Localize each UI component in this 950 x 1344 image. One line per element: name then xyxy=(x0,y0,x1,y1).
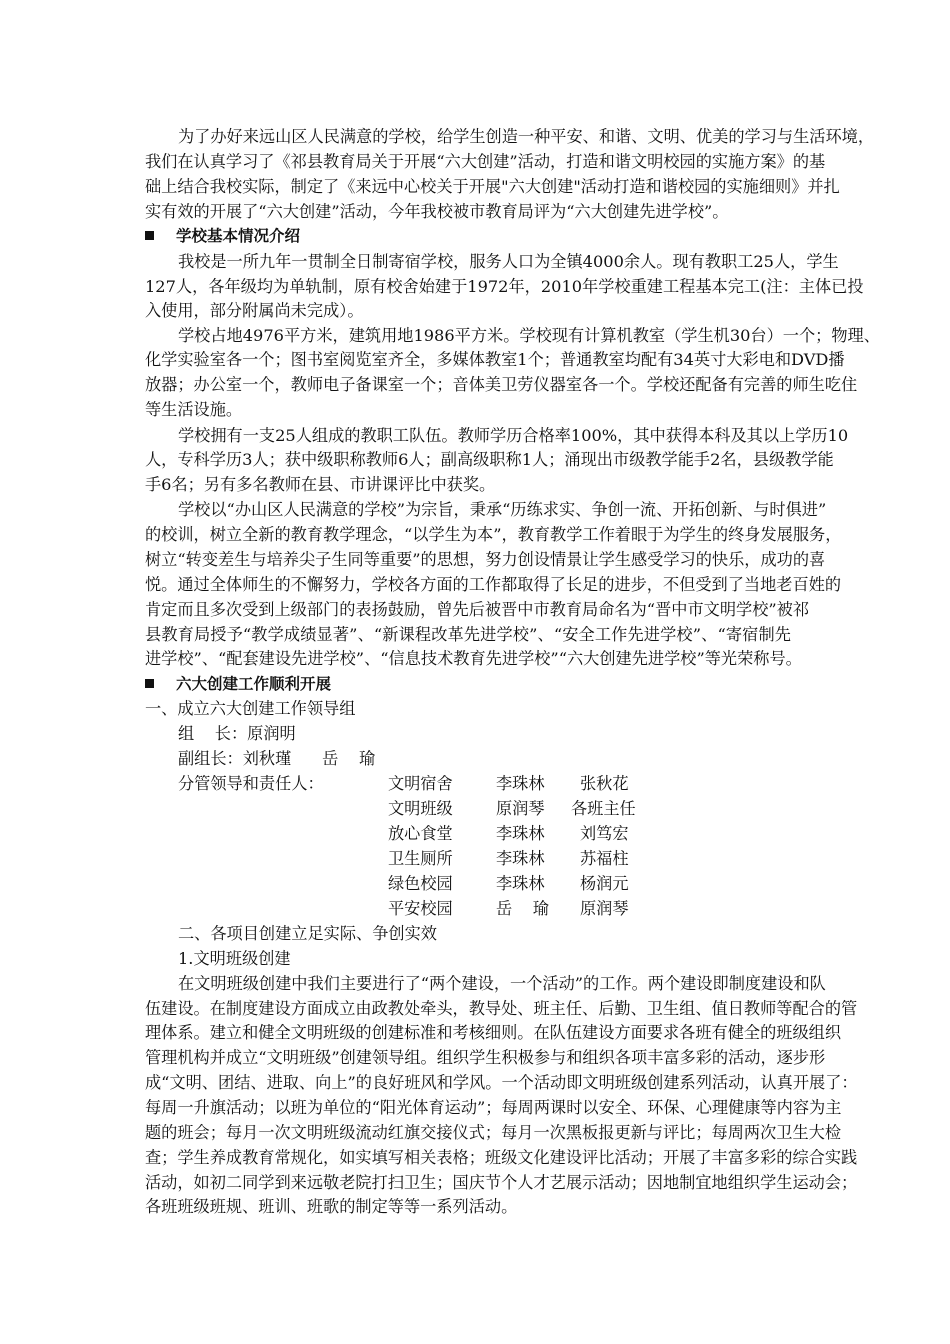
paragraph-line: 化学实验室各一个；图书室阅览室齐全，多媒体教室1个；普通教室均配有34英寸大彩电和DVD播 xyxy=(145,350,845,369)
paragraph-line: 伍建设。在制度建设方面成立由政教处牵头，教导处、班主任、后勤、卫生组、值日教师等配合的管 xyxy=(145,999,858,1018)
resp-item: 文明宿舍 xyxy=(388,774,453,793)
resp-person: 苏福柱 xyxy=(580,849,629,868)
paragraph-line: 肯定而且多次受到上级部门的表扬鼓励，曾先后被晋中市教育局命名为“晋中市文明学校”被祁 xyxy=(145,600,810,619)
paragraph-line: 每周一升旗活动；以班为单位的“阳光体育运动”；每周两课时以安全、环保、心理健康等内容为主 xyxy=(145,1098,842,1117)
intro-line: 我们在认真学习了《祁县教育局关于开展“六大创建”活动，打造和谐文明校园的实施方案》的基 xyxy=(145,152,826,171)
paragraph-line: 入使用，部分附属尚未完成）。 xyxy=(145,301,364,320)
resp-item: 放心食堂 xyxy=(388,824,453,843)
responsibility-label: 分管领导和责任人： xyxy=(178,774,324,793)
resp-item: 卫生厕所 xyxy=(388,849,453,868)
intro-line: 实有效的开展了“六大创建”活动，今年我校被市教育局评为“六大创建先进学校”。 xyxy=(145,202,729,221)
paragraph-line: 学校拥有一支25人组成的教职工队伍。教师学历合格率100%，其中获得本科及其以上学历10 xyxy=(178,426,849,445)
square-bullet-icon xyxy=(145,231,154,240)
resp-item: 文明班级 xyxy=(388,799,453,818)
resp-lead: 李珠林 xyxy=(496,874,545,893)
paragraph-line: 127人，各年级均为单轨制，原有校舍始建于1972年，2010年学校重建工程基本完工(注：主体已投 xyxy=(145,277,864,296)
paragraph-line: 成“文明、团结、进取、向上”的良好班风和学风。一个活动即文明班级创建系列活动，认真开展了： xyxy=(145,1073,858,1092)
paragraph-line: 管理机构并成立“文明班级”创建领导组。组织学生积极参与和组织各项丰富多彩的活动，逐步形 xyxy=(145,1048,826,1067)
paragraph-line: 在文明班级创建中我们主要进行了“两个建设，一个活动”的工作。两个建设即制度建设和队 xyxy=(178,974,826,993)
paragraph-line: 树立“转变差生与培养尖子生同等重要”的思想，努力创设情景让学生感受学习的快乐，成功的喜 xyxy=(145,550,826,569)
paragraph-line: 悦。通过全体师生的不懈努力，学校各方面的工作都取得了长足的进步，不但受到了当地老百姓的 xyxy=(145,575,842,594)
resp-person: 原润琴 xyxy=(580,899,629,918)
paragraph-line: 活动，如初二同学到来远敬老院打扫卫生；国庆节个人才艺展示活动；因地制宜地组织学生运动会； xyxy=(145,1173,858,1192)
section-heading xyxy=(145,224,300,248)
paragraph-line: 理体系。建立和健全文明班级的创建标准和考核细则。在队伍建设方面要求各班有健全的班级组织 xyxy=(145,1023,842,1042)
paragraph-line: 学校以“办山区人民满意的学校”为宗旨，秉承“历练求实、争创一流、开拓创新、与时俱进” xyxy=(178,500,827,519)
subheading: 一、成立六大创建工作领导组 xyxy=(145,699,356,718)
subheading: 二、各项目创建立足实际、争创实效 xyxy=(178,924,437,943)
deputy-line: 副组长：刘秋瑾 岳 瑜 xyxy=(178,749,376,768)
intro-line: 础上结合我校实际，制定了《来远中心校关于开展"六大创建"活动打造和谐校园的实施细则》并扎 xyxy=(145,177,840,196)
resp-lead: 岳 瑜 xyxy=(496,899,549,918)
paragraph-line: 各班班级班规、班训、班歌的制定等等一系列活动。 xyxy=(145,1197,518,1216)
paragraph-line: 题的班会；每月一次文明班级流动红旗交接仪式；每月一次黑板报更新与评比；每周两次卫生大检 xyxy=(145,1123,842,1142)
resp-person: 刘笃宏 xyxy=(580,824,629,843)
paragraph-line: 学校占地4976平方米，建筑用地1986平方米。学校现有计算机教室（学生机30台）一个；物理、 xyxy=(178,326,880,345)
resp-item: 绿色校园 xyxy=(388,874,453,893)
intro-line: 为了办好来远山区人民满意的学校，给学生创造一种平安、和谐、文明、优美的学习与生活环境， xyxy=(178,127,875,146)
square-bullet-icon xyxy=(145,679,154,688)
paragraph-line: 等生活设施。 xyxy=(145,400,243,419)
resp-person: 各班主任 xyxy=(571,799,636,818)
resp-item: 平安校园 xyxy=(388,899,453,918)
subheading: 1.文明班级创建 xyxy=(178,949,291,968)
paragraph-line: 的校训，树立全新的教育教学理念，“以学生为本”，教育教学工作着眼于为学生的终身发展服务， xyxy=(145,525,842,544)
paragraph-line: 进学校”、“配套建设先进学校”、“信息技术教育先进学校”“六大创建先进学校”等光荣称号。 xyxy=(145,649,802,668)
paragraph-line: 手6名；另有多名教师在县、市讲课评比中获奖。 xyxy=(145,475,496,494)
leader-line: 组 长：原润明 xyxy=(178,724,296,743)
section-heading xyxy=(145,672,331,696)
resp-lead: 李珠林 xyxy=(496,774,545,793)
paragraph-line: 县教育局授予“教学成绩显著”、“新课程改革先进学校”、“安全工作先进学校”、“寄宿制先 xyxy=(145,625,791,644)
paragraph-line: 放器；办公室一个，教师电子备课室一个；音体美卫劳仪器室各一个。学校还配备有完善的师生吃住 xyxy=(145,375,858,394)
paragraph-line: 查；学生养成教育常规化，如实填写相关表格；班级文化建设评比活动；开展了丰富多彩的综合实践 xyxy=(145,1148,858,1167)
paragraph-line: 人，专科学历3人；获中级职称教师6人；副高级职称1人；涌现出市级教学能手2名，县级教学能 xyxy=(145,450,834,469)
resp-lead: 李珠林 xyxy=(496,849,545,868)
resp-person: 张秋花 xyxy=(580,774,629,793)
paragraph-line: 我校是一所九年一贯制全日制寄宿学校，服务人口为全镇4000余人。现有教职工25人，学生 xyxy=(178,252,839,271)
section-heading-text: 六大创建工作顺利开展 xyxy=(176,675,332,693)
resp-lead: 李珠林 xyxy=(496,824,545,843)
resp-person: 杨润元 xyxy=(580,874,629,893)
resp-lead: 原润琴 xyxy=(496,799,545,818)
section-heading-text: 学校基本情况介绍 xyxy=(176,227,301,245)
